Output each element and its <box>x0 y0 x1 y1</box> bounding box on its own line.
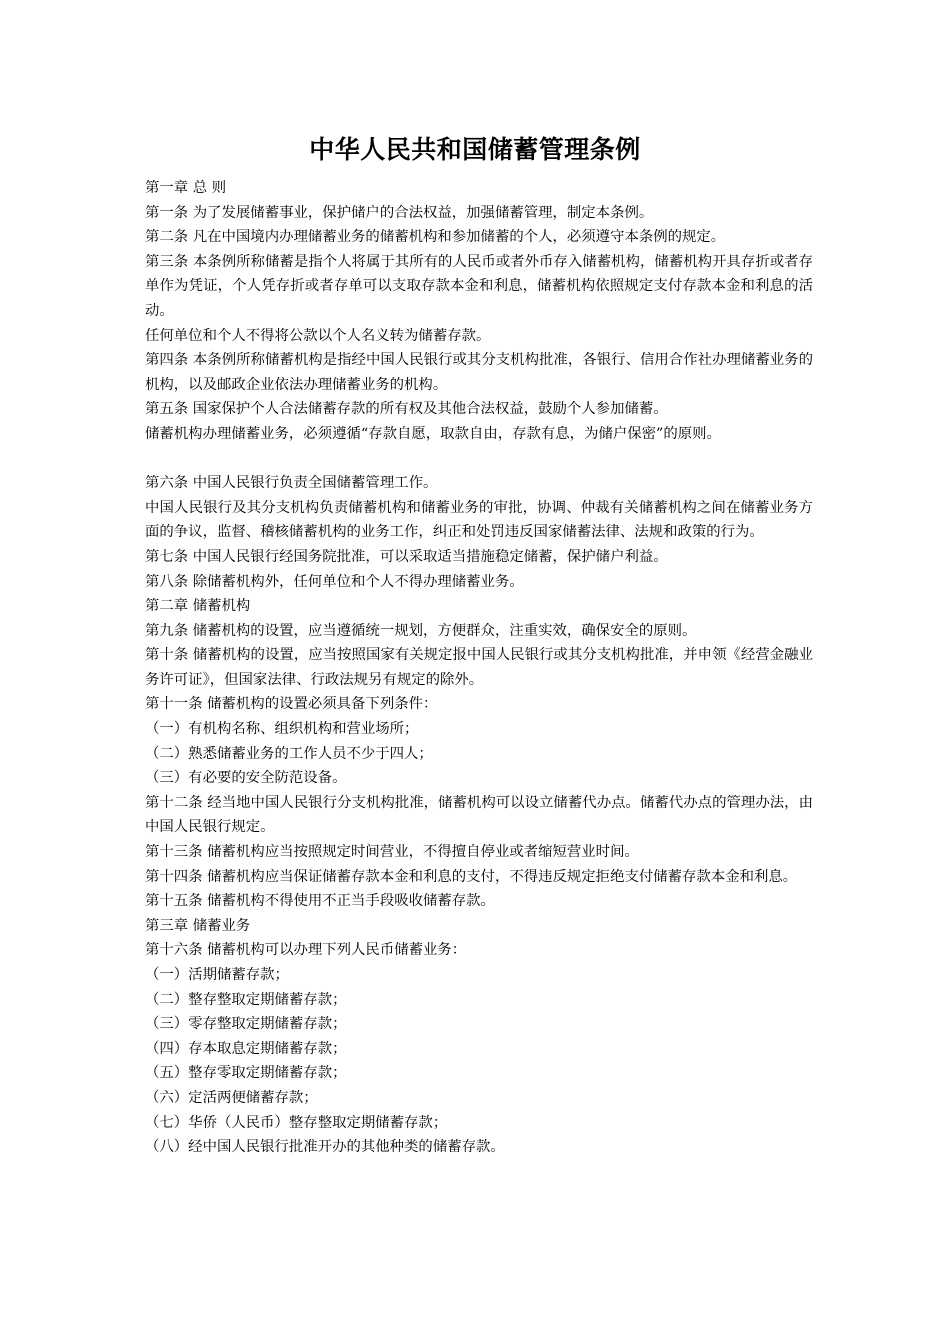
paragraph: 第八条 除储蓄机构外，任何单位和个人不得办理储蓄业务。 <box>145 573 524 590</box>
paragraph: （五）整存零取定期储蓄存款； <box>145 1065 347 1082</box>
paragraph: 第十条 储蓄机构的设置，应当按照国家有关规定报中国人民银行或其分支机构批准，并申领《经营金融业务许可证》，但国家法律、行政法规另有规定的除外。 <box>145 647 813 688</box>
paragraph: （三）有必要的安全防范设备。 <box>145 770 347 787</box>
paragraph: 任何单位和个人不得将公款以个人名义转为储蓄存款。 <box>145 327 491 344</box>
document-title: 中华人民共和国储蓄管理条例 <box>309 135 641 164</box>
paragraph: 第七条 中国人民银行经国务院批准，可以采取适当措施稳定储蓄，保护储户利益。 <box>145 548 668 565</box>
paragraph: （八）经中国人民银行批准开办的其他种类的储蓄存款。 <box>145 1139 505 1156</box>
paragraph: 第一章 总 则 <box>145 180 227 196</box>
paragraph: 第四条 本条例所称储蓄机构是指经中国人民银行或其分支机构批准，各银行、信用合作社办理储蓄业务的机构，以及邮政企业依法办理储蓄业务的机构。 <box>145 352 813 393</box>
paragraph: （三）零存整取定期储蓄存款； <box>145 1016 347 1033</box>
paragraph: （六）定活两便储蓄存款； <box>145 1089 318 1106</box>
paragraph: （一）活期储蓄存款； <box>145 967 289 983</box>
paragraph: 第十三条 储蓄机构应当按照规定时间营业，不得擅自停业或者缩短营业时间。 <box>145 844 639 861</box>
paragraph: （二）熟悉储蓄业务的工作人员不少于四人； <box>145 745 433 762</box>
paragraph: 第十二条 经当地中国人民银行分支机构批准，储蓄机构可以设立储蓄代办点。储蓄代办点的管理办法，由中国人民银行规定。 <box>145 794 813 836</box>
paragraph: 第十四条 储蓄机构应当保证储蓄存款本金和利息的支付，不得违反规定拒绝支付储蓄存款本金和利息。 <box>145 868 798 885</box>
paragraph: 第三条 本条例所称储蓄是指个人将属于其所有的人民币或者外币存入储蓄机构，储蓄机构开具存折或者存单作为凭证，个人凭存折或者存单可以支取存款本金和利息，储蓄机构依照规定支付存款本金和利息的活动。 <box>145 253 813 319</box>
paragraph: 第六条 中国人民银行负责全国储蓄管理工作。 <box>145 475 438 492</box>
paragraph: 第十六条 储蓄机构可以办理下列人民币储蓄业务： <box>145 942 467 959</box>
paragraph: 第三章 储蓄业务 <box>145 917 251 934</box>
paragraph: 中国人民银行及其分支机构负责储蓄机构和储蓄业务的审批，协调、仲裁有关储蓄机构之间在储蓄业务方面的争议，监督、稽核储蓄机构的业务工作，纠正和处罚违反国家储蓄法律、法规和政策的行为。 <box>145 499 813 541</box>
paragraph: （二）整存整取定期储蓄存款； <box>145 991 347 1008</box>
paragraph: 第十五条 储蓄机构不得使用不正当手段吸收储蓄存款。 <box>145 893 495 910</box>
paragraph: （四）存本取息定期储蓄存款； <box>145 1040 347 1057</box>
blank-line <box>145 447 813 472</box>
paragraph: 储蓄机构办理储蓄业务，必须遵循“存款自愿，取款自由，存款有息，为储户保密”的原则。 <box>145 425 721 442</box>
paragraph: 第五条 国家保护个人合法储蓄存款的所有权及其他合法权益，鼓励个人参加储蓄。 <box>145 401 668 418</box>
paragraph: 第二章 储蓄机构 <box>145 598 251 615</box>
paragraph: 第一条 为了发展储蓄事业，保护储户的合法权益，加强储蓄管理，制定本条例。 <box>145 204 654 221</box>
paragraph: 第二条 凡在中国境内办理储蓄业务的储蓄机构和参加储蓄的个人，必须遵守本条例的规定。 <box>145 229 726 246</box>
paragraph: （七）华侨（人民币）整存整取定期储蓄存款； <box>145 1114 448 1131</box>
document-body <box>145 176 813 1160</box>
paragraph: 第十一条 储蓄机构的设置必须具备下列条件： <box>145 696 438 713</box>
paragraph: 第九条 储蓄机构的设置，应当遵循统一规划，方便群众，注重实效，确保安全的原则。 <box>145 622 697 639</box>
paragraph: （一）有机构名称、组织机构和营业场所； <box>145 721 419 738</box>
